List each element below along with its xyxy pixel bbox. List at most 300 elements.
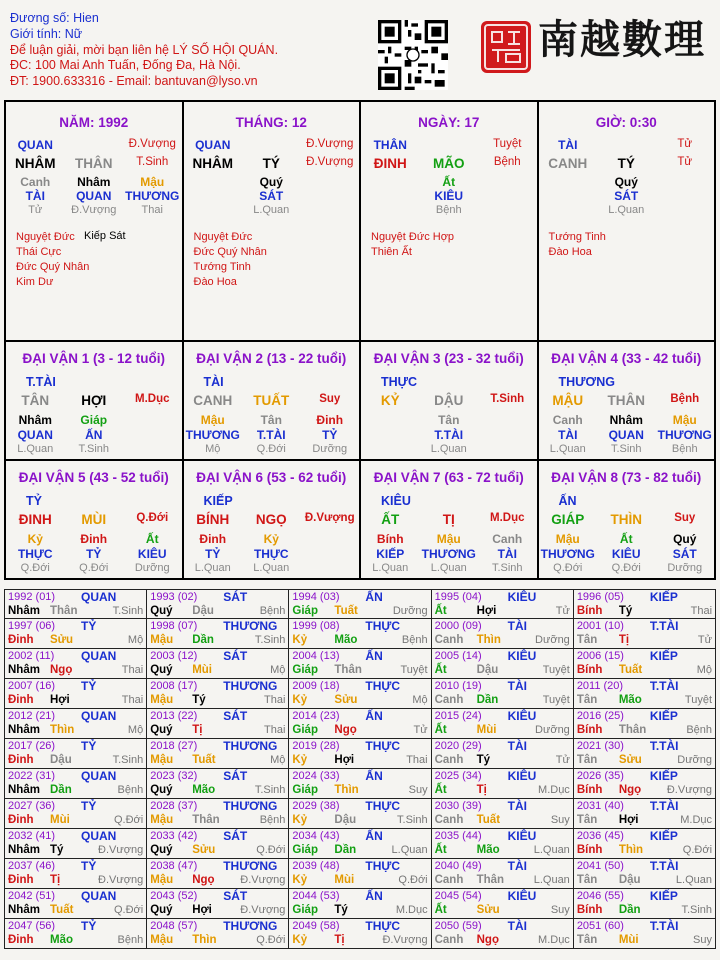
ten-god-label: KIẾP <box>649 889 678 903</box>
dai-van-ten-god: THỰC <box>381 375 418 389</box>
stage-label: Đ.Vượng <box>240 874 286 886</box>
year-label: 2023 (32) <box>150 770 198 782</box>
heavenly-stem: Nhâm <box>8 904 40 916</box>
hidden-stem-name: Canh <box>552 413 583 427</box>
year-label: 2006 (15) <box>576 650 624 662</box>
earthly-branch: MÙI <box>81 512 107 527</box>
hidden-stem-name: Mậu <box>672 413 697 427</box>
branch-stage: Bệnh <box>493 156 521 168</box>
annual-cell <box>5 829 147 859</box>
heavenly-stem: Giáp <box>292 605 318 617</box>
ten-god-label: THỰC <box>365 859 401 873</box>
annual-cell <box>432 590 574 619</box>
hidden-stem <box>597 413 656 457</box>
earthly-branch: TUẤT <box>253 393 290 408</box>
heavenly-stem: Tân <box>576 754 598 766</box>
ten-god-label: T.TÀI <box>649 739 679 753</box>
hidden-stage: Mộ <box>205 443 221 455</box>
hidden-ten-god: THƯƠNG <box>657 427 712 442</box>
annual-cell <box>5 799 147 829</box>
hidden-ten-god: T.TÀI <box>434 427 464 442</box>
hidden-stems <box>539 175 715 217</box>
hidden-stem <box>65 175 124 217</box>
stage-label: M.Dục <box>680 814 713 826</box>
hidden-stage: L.Quan <box>549 443 586 455</box>
stage-label: Suy <box>550 814 570 826</box>
hidden-stem <box>242 175 301 217</box>
hidden-stem <box>123 413 182 457</box>
pillar-god-row <box>539 138 715 152</box>
earthly-branch: Sửu <box>618 754 642 766</box>
heavenly-stem: Kỷ <box>292 934 308 946</box>
earthly-branch: Tị <box>192 724 203 736</box>
earthly-branch: Dần <box>334 844 357 856</box>
earthly-branch: Tý <box>334 904 348 916</box>
stage-label: M.Dục <box>135 393 170 405</box>
stage-label: Q.Đới <box>136 512 169 524</box>
stage-label: T.Sinh <box>490 393 525 405</box>
annual-cell <box>432 889 574 919</box>
dai-van-stem-row <box>184 512 360 527</box>
hidden-stem <box>301 413 360 457</box>
ten-god-label: THƯƠNG <box>223 679 278 693</box>
year-label: 2050 (59) <box>434 920 482 932</box>
annual-cell <box>289 590 431 619</box>
annual-cell <box>147 739 289 769</box>
star-item: Đức Quý Nhân <box>16 261 90 273</box>
year-label: 2014 (23) <box>292 710 340 722</box>
hidden-ten-god: KIẾP <box>376 546 405 561</box>
ten-god-label: QUAN <box>195 138 231 152</box>
hidden-stem <box>123 532 182 576</box>
stage-label: Đ.Vượng <box>98 844 144 856</box>
phone-email: ĐT: 1900.633316 - Email: bantuvan@lyso.vn <box>10 74 258 89</box>
ten-god-label: THỰC <box>365 619 401 633</box>
year-label: 2051 (60) <box>576 920 624 932</box>
hidden-stem <box>478 532 537 576</box>
earthly-branch: Dần <box>192 634 214 646</box>
annual-cell <box>147 590 289 619</box>
star-list <box>549 230 606 260</box>
ten-god-label: THỰC <box>365 919 401 933</box>
dai-van-cell <box>6 461 184 578</box>
annual-cell <box>289 739 431 769</box>
ten-god-label: SÁT <box>223 829 248 843</box>
earthly-branch: Dần <box>476 694 499 706</box>
earthly-branch: Thân <box>50 605 78 617</box>
star-item: Thái Cực <box>16 246 62 258</box>
year-label: 2045 (54) <box>434 890 482 902</box>
year-label: 2005 (14) <box>434 650 482 662</box>
dai-van-cell <box>361 461 539 578</box>
earthly-branch: Thìn <box>192 934 217 946</box>
pillar-title: NĂM: 1992 <box>59 115 129 130</box>
heavenly-stem: Mậu <box>150 814 174 826</box>
earthly-branch: Dần <box>618 904 641 916</box>
heavenly-stem: NHÂM <box>192 156 233 171</box>
annual-cell <box>574 919 715 949</box>
dai-van-cell <box>539 461 715 578</box>
year-label: 2036 (45) <box>576 830 624 842</box>
year-label: 2031 (40) <box>576 800 624 812</box>
heavenly-stem: Canh <box>434 694 464 706</box>
dai-van-title: ĐẠI VẬN 7 (63 - 72 tuổi) <box>373 470 524 485</box>
annual-cell <box>147 649 289 679</box>
annual-cell <box>147 859 289 889</box>
ten-god-label: SÁT <box>223 590 248 604</box>
hidden-ten-god: TÀI <box>497 546 517 561</box>
heavenly-stem: Nhâm <box>8 605 40 617</box>
hidden-stem <box>301 532 360 576</box>
dai-van-title: ĐẠI VẬN 1 (3 - 12 tuổi) <box>22 351 165 366</box>
year-label: 2012 (21) <box>8 710 56 722</box>
year-label: 1997 (06) <box>8 620 56 632</box>
earthly-branch: Thìn <box>50 724 75 736</box>
stage-label: L.Quan <box>391 844 428 856</box>
annual-cell <box>147 769 289 799</box>
hidden-stem-name: Mậu <box>555 532 580 546</box>
ten-god-label: ẤN <box>365 769 383 783</box>
hidden-stage: L.Quan <box>372 562 409 574</box>
ten-god-label: KIÊU <box>507 769 537 783</box>
annual-cell <box>432 829 574 859</box>
pillar-cell <box>539 102 715 340</box>
annual-cell <box>574 590 715 619</box>
hidden-ten-god: TÀI <box>558 427 578 442</box>
stage-label: Đ.Vượng <box>98 874 144 886</box>
stage-label: Dưỡng <box>392 605 428 617</box>
stage-label: Đ.Vượng <box>128 138 176 150</box>
hidden-stem-name: Giáp <box>80 413 108 427</box>
pillar-stem-row <box>6 156 182 171</box>
stage-label: Bệnh <box>259 814 286 826</box>
hidden-ten-god: THƯƠNG <box>185 427 240 442</box>
heavenly-stem: Kỷ <box>292 694 308 706</box>
heavenly-stem: Bính <box>576 844 603 856</box>
hidden-ten-god: T.TÀI <box>256 427 286 442</box>
ten-god-label: THƯƠNG <box>223 859 278 873</box>
dai-van-stem-row <box>6 512 182 527</box>
stage-label: Suy <box>693 934 713 946</box>
pillar-title: GIỜ: 0:30 <box>595 115 657 130</box>
hidden-stems <box>539 413 715 457</box>
stage-label: T.Sinh <box>112 605 144 617</box>
hidden-ten-god: TỶ <box>322 427 338 442</box>
year-label: 2008 (17) <box>150 680 198 692</box>
dai-van-title: ĐẠI VẬN 3 (23 - 32 tuổi) <box>373 351 524 366</box>
heavenly-stem: Ất <box>434 724 447 736</box>
earthly-branch: Thìn <box>476 634 501 646</box>
ten-god-label: QUAN <box>81 889 117 903</box>
hidden-stage: T.Sinh <box>491 562 523 574</box>
dai-van-stem-row <box>361 393 537 408</box>
hidden-stem-name: Mậu <box>200 413 225 427</box>
ten-god-label: QUAN <box>81 590 117 604</box>
stage-label: Q.Đới <box>113 904 144 916</box>
stage-label: Tử <box>677 138 693 150</box>
stage-label: L.Quan <box>533 844 570 856</box>
hidden-stems <box>6 175 182 217</box>
ten-god-label: TỶ <box>81 799 97 813</box>
year-label: 2027 (36) <box>8 800 56 812</box>
earthly-branch: Ngọ <box>192 874 215 886</box>
dai-van-stem-row <box>361 512 537 527</box>
hidden-ten-god: THỰC <box>253 546 289 561</box>
year-label: 2000 (09) <box>434 620 482 632</box>
dai-van-stem-row <box>539 512 715 527</box>
hidden-ten-god: TỶ <box>86 546 102 561</box>
star-item: Đào Hoa <box>548 246 592 258</box>
year-label: 2025 (34) <box>434 770 482 782</box>
ten-god-label: THƯƠNG <box>223 799 278 813</box>
ten-god-label: TỶ <box>81 619 97 633</box>
gender: Giới tính: Nữ <box>10 26 83 41</box>
heavenly-stem: Kỷ <box>292 634 308 646</box>
earthly-branch: Dậu <box>476 664 499 676</box>
hidden-stem <box>478 413 537 457</box>
hidden-stage: Dưỡng <box>134 562 170 574</box>
stage-label: Đ.Vượng <box>382 934 428 946</box>
annual-cell <box>432 799 574 829</box>
hidden-stage: T.Sinh <box>78 443 110 455</box>
heavenly-stem: Tân <box>576 814 598 826</box>
earthly-branch: Tị <box>50 874 61 886</box>
hidden-stem <box>6 532 65 576</box>
hidden-stage: Bệnh <box>671 443 698 455</box>
heavenly-stem: Đinh <box>8 634 34 646</box>
hidden-stems <box>6 413 182 457</box>
annual-cell <box>289 679 431 709</box>
year-label: 1992 (01) <box>8 591 56 603</box>
heavenly-stem: Bính <box>576 784 603 796</box>
earthly-branch: Dậu <box>618 874 641 886</box>
spacer <box>420 138 479 152</box>
earthly-branch: Tị <box>476 784 487 796</box>
ten-god-label: KIÊU <box>507 649 537 663</box>
stage-label: Bệnh <box>259 605 286 617</box>
ten-god-label: SÁT <box>223 889 248 903</box>
heavenly-stem: Ất <box>434 904 447 916</box>
earthly-branch: Thân <box>476 874 505 886</box>
heavenly-stem: Ất <box>434 605 447 617</box>
hidden-stage: Bệnh <box>435 204 462 216</box>
ten-god-label: KIẾP <box>649 590 678 604</box>
year-label: 2029 (38) <box>292 800 340 812</box>
earthly-branch: Mão <box>334 634 358 646</box>
heavenly-stem: Tân <box>576 934 598 946</box>
hidden-stem-name: Quý <box>614 175 638 189</box>
hidden-stage: Dưỡng <box>312 443 348 455</box>
hidden-ten-god: SÁT <box>614 189 639 203</box>
hidden-ten-god: ẤN <box>85 427 103 442</box>
annual-cell <box>5 679 147 709</box>
earthly-branch: MÃO <box>433 156 465 171</box>
earthly-branch: Tị <box>618 634 630 646</box>
ten-god-label: SÁT <box>223 709 248 723</box>
ten-god-label: TỶ <box>81 919 97 933</box>
hidden-stage: L.Quan <box>430 443 467 455</box>
ten-god-label: THỰC <box>365 679 401 693</box>
ten-god-label: TÀI <box>558 138 578 152</box>
pillar-cell <box>184 102 362 340</box>
hidden-stage: Q.Đới <box>256 443 286 455</box>
ten-god-label: THỰC <box>365 799 401 813</box>
hidden-stem-name: Quý <box>259 175 283 189</box>
heavenly-stem: Mậu <box>150 934 174 946</box>
stage-label: Tử <box>413 724 428 736</box>
earthly-branch: Tý <box>192 694 206 706</box>
year-label: 2049 (58) <box>292 920 340 932</box>
hidden-stem <box>420 532 479 576</box>
year-label: 2003 (12) <box>150 650 198 662</box>
heavenly-stem: Tân <box>576 634 598 646</box>
earthly-branch: Tuất <box>50 904 74 916</box>
heavenly-stem: Giáp <box>292 904 318 916</box>
annual-row <box>4 679 716 709</box>
hidden-stem-name: Mậu <box>140 175 165 189</box>
spacer <box>242 138 301 152</box>
annual-cell <box>574 679 715 709</box>
year-label: 2022 (31) <box>8 770 56 782</box>
year-label: 1999 (08) <box>292 620 340 632</box>
stage-label: Tuyệt <box>542 664 570 676</box>
hidden-stem <box>539 175 598 217</box>
hidden-stem-name: Đinh <box>199 532 227 546</box>
hidden-ten-god: THƯƠNG <box>125 189 180 203</box>
ten-god-label: T.TÀI <box>649 619 679 633</box>
ten-god-label: THƯƠNG <box>223 919 278 933</box>
hidden-stems <box>361 413 537 457</box>
heavenly-stem: Nhâm <box>8 784 40 796</box>
heavenly-stem: Nhâm <box>8 844 40 856</box>
star-item: Nguyệt Đức <box>193 231 253 243</box>
hidden-stage: L.Quan <box>253 204 290 216</box>
heavenly-stem: Ất <box>434 784 447 796</box>
hidden-stem <box>478 175 537 217</box>
annual-cell <box>574 829 715 859</box>
hidden-ten-god: TÀI <box>25 189 45 203</box>
stage-label: L.Quan <box>533 874 570 886</box>
earthly-branch: Hợi <box>192 904 212 916</box>
heavenly-stem: Kỷ <box>292 754 308 766</box>
stage-label: M.Dục <box>538 784 570 796</box>
heavenly-stem: Mậu <box>150 634 174 646</box>
dai-van-ten-god: KIÊU <box>381 494 411 508</box>
hidden-stem-name: Đinh <box>316 413 344 427</box>
annual-cell <box>574 859 715 889</box>
annual-cell <box>432 679 574 709</box>
annual-cell <box>432 649 574 679</box>
annual-cell <box>574 889 715 919</box>
hidden-stem-name: Bính <box>376 532 404 546</box>
star-item: Kim Dư <box>16 276 54 288</box>
heavenly-stem: Bính <box>576 605 603 617</box>
heavenly-stem: ĐINH <box>373 156 407 171</box>
hidden-stem-name: Mậu <box>436 532 461 546</box>
annual-cell <box>432 709 574 739</box>
year-label: 2026 (35) <box>576 770 624 782</box>
dai-van-title: ĐẠI VẬN 5 (43 - 52 tuổi) <box>18 470 169 485</box>
hidden-stem-name: Canh <box>492 532 523 546</box>
annual-cell <box>147 619 289 649</box>
year-label: 2019 (28) <box>292 740 340 752</box>
stage-label: T.Sinh <box>254 634 286 646</box>
earthly-branch: Thìn <box>334 784 359 796</box>
year-label: 2028 (37) <box>150 800 198 812</box>
stage-label: Mộ <box>696 664 713 676</box>
branch-stage: Đ.Vượng <box>306 156 354 168</box>
earthly-branch: THÂN <box>607 393 645 408</box>
ten-god-label: QUAN <box>81 709 117 723</box>
star-list <box>16 230 89 290</box>
annual-cell <box>5 590 147 619</box>
hidden-stem-name: Kỷ <box>27 532 43 546</box>
dai-van-title: ĐẠI VẬN 2 (13 - 22 tuổi) <box>196 351 347 366</box>
hidden-stage: Dưỡng <box>667 562 703 574</box>
owner-name: Đương số: Hien <box>10 11 99 25</box>
hidden-stem-name: Tân <box>260 413 282 427</box>
annual-cell <box>5 859 147 889</box>
hidden-stage: L.Quan <box>253 562 290 574</box>
annual-row <box>4 739 716 769</box>
ten-god-label: TÀI <box>507 859 527 873</box>
stage-label: Thai <box>690 605 713 617</box>
stage-label: Đ.Vượng <box>306 138 354 150</box>
heavenly-stem: Tân <box>576 694 598 706</box>
hidden-ten-god: KIÊU <box>137 546 167 561</box>
dai-van-cell <box>184 461 362 578</box>
stage-label: T.Sinh <box>397 814 428 826</box>
stage-label: Thai <box>121 664 144 676</box>
hidden-ten-god: KIÊU <box>434 189 464 203</box>
earthly-branch: DẬU <box>434 393 464 408</box>
year-label: 2009 (18) <box>292 680 340 692</box>
earthly-branch: Thìn <box>618 844 644 856</box>
annual-cell <box>5 919 147 949</box>
ten-god-label: QUAN <box>81 829 117 843</box>
hidden-ten-god: SÁT <box>259 189 284 203</box>
heavenly-stem: ẤT <box>381 512 400 527</box>
stage-label: Q.Đới <box>113 814 144 826</box>
star-item: Nguyệt Đức <box>16 231 75 243</box>
hidden-stage: L.Quan <box>430 562 467 574</box>
heavenly-stem: Giáp <box>292 844 318 856</box>
hidden-stem <box>656 175 715 217</box>
hidden-stem-name: Quý <box>673 532 697 546</box>
hidden-stem <box>361 413 420 457</box>
hidden-ten-god: THỰC <box>17 546 53 561</box>
earthly-branch: Thân <box>192 814 220 826</box>
address: ĐC: 100 Mai Anh Tuấn, Đống Đa, Hà Nội. <box>10 58 241 73</box>
hidden-stem-name: Ất <box>619 532 633 546</box>
ten-god-label: T.TÀI <box>649 679 679 693</box>
stage-label: Q.Đới <box>256 844 286 856</box>
hidden-stems <box>184 175 360 217</box>
annual-cell <box>432 919 574 949</box>
ten-god-label: T.TÀI <box>649 799 679 813</box>
hidden-stem <box>242 532 301 576</box>
annual-row <box>4 859 716 889</box>
pillar-title: NGÀY: 17 <box>418 115 480 130</box>
earthly-branch: HỢI <box>81 393 107 408</box>
heavenly-stem: Mậu <box>150 694 174 706</box>
hidden-stems <box>361 532 537 576</box>
hidden-stem <box>539 413 598 457</box>
annual-cell <box>5 619 147 649</box>
earthly-branch: Mão <box>476 844 500 856</box>
earthly-branch: Hợi <box>476 605 497 617</box>
star-item: Tướng Tinh <box>193 261 251 273</box>
